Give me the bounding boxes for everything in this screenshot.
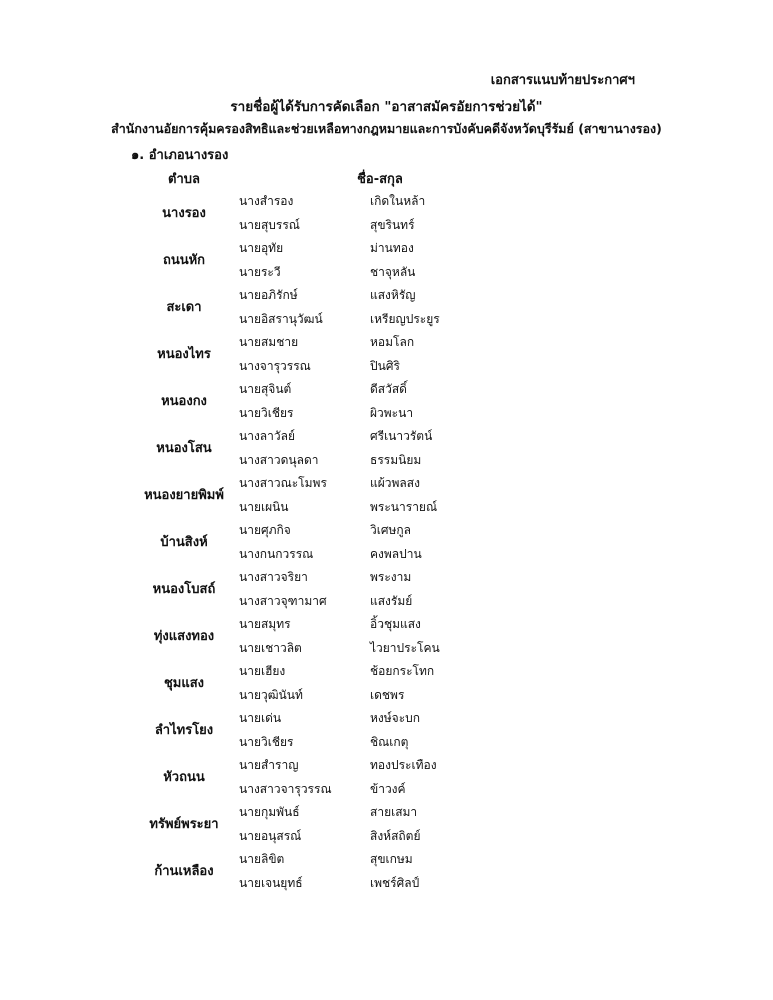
person-given-name: นางจารุวรรณ [239, 358, 311, 373]
subdistrict-name: ชุมแสง [163, 676, 205, 691]
person-surname: สุขเกษม [370, 852, 413, 866]
person-given-name: นายระวี [239, 264, 281, 279]
subdistrict-group [130, 566, 470, 613]
person-row [239, 566, 411, 590]
person-surname: แสงหิรัญ [370, 288, 416, 302]
person-row [239, 848, 413, 872]
person-surname: ธรรมนิยม [370, 452, 422, 467]
subdistrict-name: ถนนหัก [162, 253, 206, 268]
person-row [239, 637, 440, 661]
person-given-name: นางสาวจริยา [239, 570, 308, 584]
page-subtitle: สำนักงานอัยการคุ้มครองสิทธิและช่วยเหลือทางกฎหมายและการบังคับคดีจังหวัดบุรีรัมย์ (สาขานางรอง) [111, 121, 662, 136]
person-given-name: นางสาวจารุวรรณ [239, 781, 332, 796]
person-given-name: นายอุทัย [239, 241, 284, 255]
subdistrict-group [130, 707, 470, 754]
person-row [239, 519, 411, 543]
page-title: รายชื่อผู้ได้รับการคัดเลือก "อาสาสมัครอัยการช่วยได้" [230, 99, 543, 115]
person-row [239, 284, 416, 308]
person-surname: อิ้วชุมแสง [370, 617, 421, 631]
person-surname: ศรีเนาวรัตน์ [370, 429, 433, 443]
person-given-name: นายสำราญ [239, 758, 299, 772]
person-row [239, 543, 422, 567]
subdistrict-name: ทุ่งแสงทอง [153, 629, 215, 644]
person-surname: ปินศิริ [370, 358, 400, 373]
person-row [239, 754, 437, 778]
subdistrict-name: ทรัพย์พระยา [149, 817, 219, 832]
person-surname: ชิณเกตุ [370, 734, 409, 749]
person-row [239, 707, 420, 731]
person-surname: พระงาม [370, 570, 412, 584]
person-surname: ข้าวงค์ [370, 781, 406, 796]
person-row [239, 308, 440, 332]
person-row [239, 778, 406, 802]
person-row [239, 801, 417, 825]
subdistrict-group [130, 331, 470, 378]
person-surname: หงษ์จะบก [370, 711, 421, 725]
person-surname: สุขรินทร์ [370, 217, 415, 232]
person-row [239, 731, 408, 755]
person-row [239, 190, 425, 214]
person-given-name: นายอภิรักษ์ [239, 288, 298, 302]
person-surname: ผิวพะนา [370, 405, 414, 420]
subdistrict-name: บ้านสิงห์ [160, 535, 208, 550]
person-given-name: นางกนกวรรณ [239, 546, 314, 561]
person-given-name: นายอิสรานุวัฒน์ [239, 311, 323, 326]
person-row [239, 660, 434, 684]
person-surname: ไวยาประโคน [370, 640, 440, 655]
subdistrict-name: ลำไทรโยง [154, 723, 214, 738]
person-given-name: นางสาวณะโมพร [239, 476, 327, 490]
person-surname: เกิดในหล้า [370, 194, 426, 208]
subdistrict-group [130, 754, 470, 801]
person-given-name: นายลิขิต [239, 852, 285, 866]
name-table [130, 190, 470, 895]
person-given-name: นางสำรอง [239, 194, 294, 208]
person-surname: คงพลปาน [370, 546, 422, 561]
subdistrict-group [130, 425, 470, 472]
person-given-name: นายอนุสรณ์ [239, 828, 302, 843]
person-given-name: นายวุฒินันท์ [239, 687, 303, 702]
subdistrict-name: หนองไทร [157, 347, 211, 362]
subdistrict-group [130, 848, 470, 895]
person-given-name: นายวิเชียร [239, 405, 294, 420]
subdistrict-group [130, 284, 470, 331]
person-given-name: นายสมุทร [239, 617, 291, 631]
person-surname: เพชร์ศิลป์ [370, 875, 420, 890]
person-given-name: นางสาวจุฑามาศ [239, 593, 327, 608]
person-surname: ช้อยกระโทก [370, 664, 435, 678]
person-surname: พระนารายณ์ [370, 499, 438, 514]
person-given-name: นายสุจินต์ [239, 382, 292, 396]
person-row [239, 449, 421, 473]
section-heading: ๑. อำเภอนางรอง [131, 148, 229, 163]
person-surname: เดชพร [370, 687, 405, 702]
person-given-name: นายสมชาย [239, 335, 299, 349]
subdistrict-group [130, 472, 470, 519]
person-surname: ดีสวัสดิ์ [370, 382, 407, 396]
subdistrict-name: นางรอง [162, 206, 206, 221]
person-surname: เหรียญประยูร [370, 311, 440, 326]
column-header-subdistrict: ตำบล [168, 172, 200, 187]
subdistrict-name: หนองโบสถ์ [152, 582, 216, 597]
person-surname: ทองประเทือง [370, 758, 437, 772]
person-row [239, 214, 415, 238]
person-given-name: นายวิเชียร [239, 734, 294, 749]
person-given-name: นายเผนิน [239, 499, 289, 514]
person-row [239, 261, 415, 285]
subdistrict-group [130, 801, 470, 848]
subdistrict-group [130, 237, 470, 284]
person-row [239, 472, 420, 496]
person-row [239, 496, 437, 520]
subdistrict-group [130, 613, 470, 660]
person-row [239, 378, 407, 402]
person-given-name: นายสุบรรณ์ [239, 217, 300, 232]
person-surname: ชาจุหลัน [370, 264, 416, 279]
subdistrict-name: หนองโสน [156, 441, 212, 456]
subdistrict-group [130, 519, 470, 566]
person-given-name: นายกุมพันธ์ [239, 805, 300, 819]
subdistrict-group [130, 190, 470, 237]
person-given-name: นายเฮียง [239, 664, 286, 678]
subdistrict-name: สะเดา [166, 300, 202, 315]
person-given-name: นายเจนยุทธ์ [239, 875, 303, 890]
person-given-name: นางลาวัลย์ [239, 429, 296, 443]
person-row [239, 402, 413, 426]
person-row [239, 331, 414, 355]
person-row [239, 872, 419, 896]
column-header-name: ชื่อ-สกุล [357, 172, 403, 187]
person-surname: สายเสมา [370, 805, 418, 819]
person-row [239, 613, 421, 637]
person-row [239, 684, 404, 708]
person-surname: ม่านทอง [370, 241, 414, 255]
person-surname: วิเศษกูล [370, 523, 411, 537]
person-given-name: นายเด่น [239, 711, 282, 725]
person-surname: สิงห์สถิตย์ [370, 828, 421, 843]
person-row [239, 355, 400, 379]
subdistrict-group [130, 660, 470, 707]
person-row [239, 590, 412, 614]
subdistrict-name: หนองกง [161, 394, 207, 409]
person-row [239, 825, 421, 849]
document-reference: เอกสารแนบท้ายประกาศฯ [490, 73, 635, 88]
person-row [239, 237, 414, 261]
person-given-name: นายศุภกิจ [239, 523, 291, 537]
person-given-name: นายเชาวลิต [239, 640, 302, 655]
subdistrict-name: หัวถนน [163, 770, 205, 785]
person-given-name: นางสาวดนุลดา [239, 452, 319, 467]
person-row [239, 425, 432, 449]
person-surname: หอมโลก [370, 335, 415, 349]
subdistrict-name: ก้านเหลือง [154, 864, 214, 879]
person-surname: แผ้วพลสง [370, 476, 420, 490]
subdistrict-group [130, 378, 470, 425]
subdistrict-name: หนองยายพิมพ์ [144, 488, 224, 503]
person-surname: แสงรัมย์ [370, 593, 413, 608]
